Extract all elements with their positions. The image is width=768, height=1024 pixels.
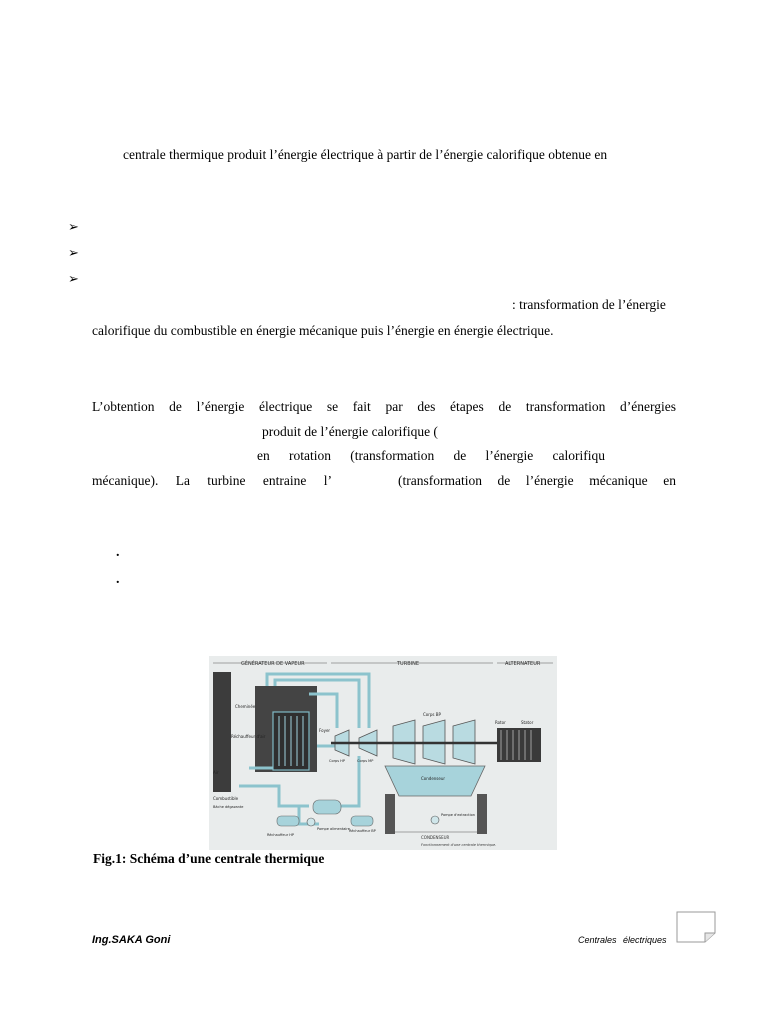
label-heater-bp: Réchauffeur BP [349,829,376,833]
label-generator: GÉNÉRATEUR DE VAPEUR [241,661,305,667]
footer-title: Centrales électriques [578,935,667,945]
label-hp-body: Corps HP [329,759,345,763]
label-fuel: Combustible [213,796,239,801]
paragraph-3-line-1: L’obtention de l’énergie électrique se fait par des étapes de transformation d’énergies [92,399,676,414]
footer-author: Ing.SAKA Goni [92,934,171,946]
label-air-heater: Réchauffeur d'air [231,734,266,739]
paragraph-3-line-4a: mécanique). La turbine entraine l’ [92,473,332,488]
label-bache: Bâche dégazante [213,805,244,809]
paragraph-2-line-2: calorifique du combustible en énergie mécanique puis l’énergie en énergie électrique. [92,323,554,338]
label-turbine: TURBINE [397,661,419,667]
paragraph-2-line-1: : transformation de l’énergie [512,297,666,312]
label-chimney: Cheminée [235,704,256,709]
label-mp-body: Corps MP [357,759,374,763]
figure-caption: Fig.1: Schéma d’une centrale thermique [93,851,325,866]
list-dot: . [116,545,120,560]
bullet-arrow-icon: ➢ [68,220,79,235]
label-heater-hp: Réchauffeur HP [267,833,295,837]
label-pump-extract: Pompe d'extraction [441,813,475,817]
paragraph-3-line-4b: (transformation de l’énergie mécanique en [398,473,676,488]
paragraph-3-line-3: en rotation (transformation de l’énergie calorifiqu [257,448,605,463]
figure-small-caption: Fonctionnement d'une centrale thermique. [421,843,497,847]
paragraph-3-line-2: produit de l’énergie calorifique ( [262,424,438,439]
label-condensor-section: CONDENSEUR [421,835,450,840]
label-rotor: Rotor [495,720,506,725]
list-dot: . [116,572,120,587]
bullet-arrow-icon: ➢ [68,272,79,287]
label-alternator: ALTERNATEUR [505,661,541,667]
label-air: Air [213,770,219,775]
label-bp-body: Corps BP [423,712,441,717]
page-corner-icon [676,911,716,943]
label-pump-feed: Pompe alimentaire [317,827,350,831]
label-condenser: Condenseur [421,776,446,781]
intro-line: centrale thermique produit l’énergie électrique à partir de l’énergie calorifique obtenue en [123,147,608,162]
bullet-arrow-icon: ➢ [68,246,79,261]
thermal-plant-diagram [209,656,557,850]
label-stator: Stator [521,720,534,725]
label-furnace: Foyer [319,728,331,733]
